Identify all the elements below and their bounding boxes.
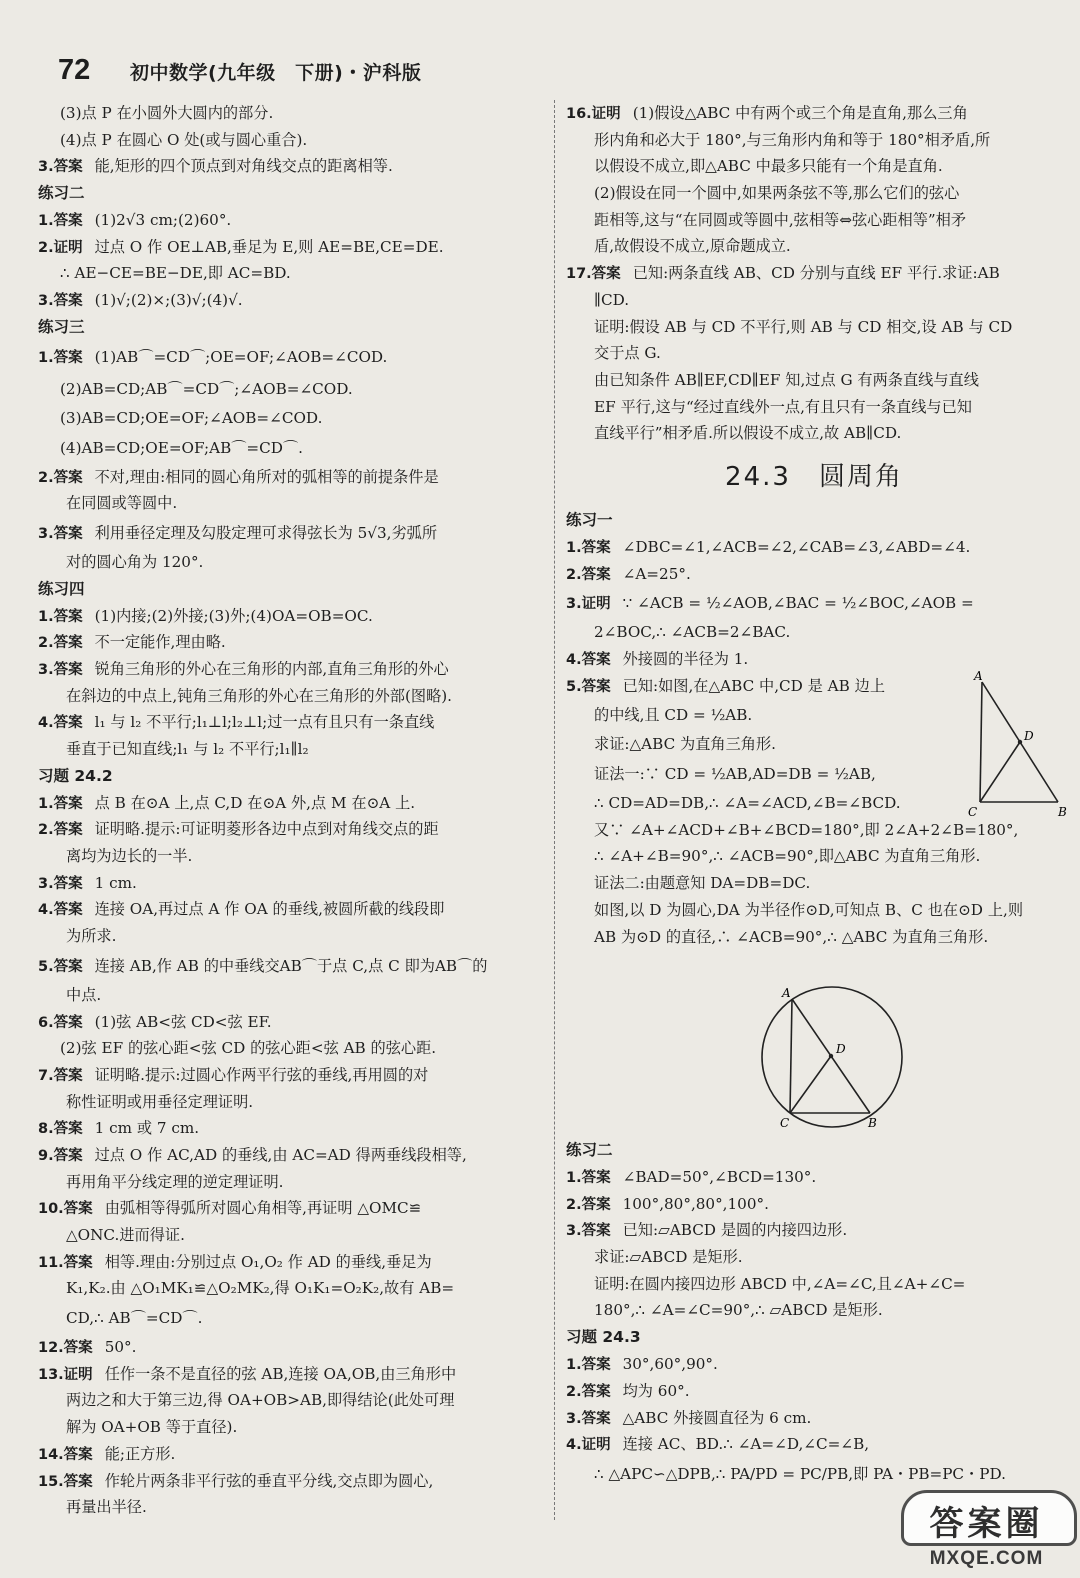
answer-line [38, 816, 544, 843]
item-text: (4)点 P 在圆心 O 处(或与圆心重合). [60, 130, 308, 149]
item-text: 2∠BOC,∴ ∠ACB=2∠BAC. [594, 623, 791, 642]
item-text: 已知:两条直线 AB、CD 分别与直线 EF 平行.求证:AB [632, 264, 1000, 283]
item-text: 已知:▱ABCD 是圆的内接四边形. [622, 1221, 848, 1240]
item-text: 能;正方形. [104, 1444, 176, 1463]
item-text: 180°,∴ ∠A=∠C=90°,∴ ▱ABCD 是矩形. [594, 1301, 883, 1320]
item-label: 3.答案 [566, 1410, 611, 1427]
watermark-url: MXQE.COM [929, 1548, 1044, 1569]
item-label: 10.答案 [38, 1201, 93, 1218]
answer-line [38, 982, 544, 1009]
item-text: 不一定能作,理由略. [94, 633, 226, 652]
answer-line [566, 619, 1062, 646]
answer-line [566, 153, 1062, 180]
item-text: 练习四 [38, 579, 85, 598]
item-text: (1)AB⌒=CD⌒;OE=OF;∠AOB=∠COD. [94, 347, 388, 366]
item-label: 4.证明 [566, 1437, 611, 1454]
answer-line [38, 1275, 544, 1302]
item-label: 1.答案 [566, 539, 611, 556]
answer-line [38, 1035, 544, 1062]
item-label: 1.答案 [566, 1357, 611, 1374]
item-label: 1.答案 [38, 213, 83, 230]
edge-ac [980, 682, 982, 802]
item-text: 连接 OA,再过点 A 作 OA 的垂线,被圆所截的线段即 [94, 900, 445, 919]
item-text: 在同圆或等圆中. [66, 494, 178, 513]
answer-line [38, 1302, 544, 1334]
item-text: (1)假设△ABC 中有两个或三个角是直角,那么三角 [632, 104, 968, 122]
answer-line [38, 603, 544, 630]
answer-line [566, 561, 1062, 588]
answer-line [566, 207, 1062, 234]
answer-line [566, 950, 1062, 977]
item-label: 3.答案 [38, 661, 83, 678]
item-text: 解为 OA+OB 等于直径). [66, 1418, 238, 1437]
item-text: 中点. [66, 985, 102, 1004]
item-text: △ONC.进而得证. [66, 1226, 185, 1244]
item-text: 不对,理由:相同的圆心角所对的弧相等的前提条件是 [94, 467, 439, 486]
item-text: 求证:△ABC 为直角三角形. [594, 735, 776, 754]
answer-line [38, 234, 544, 261]
answer-line [38, 517, 544, 549]
answer-line [566, 394, 1062, 421]
item-label: 11.答案 [38, 1254, 93, 1271]
item-text: 练习二 [38, 184, 85, 203]
item-text: (1)2√3 cm;(2)60°. [94, 211, 232, 230]
item-text: 对的圆心角为 120°. [66, 552, 204, 571]
item-text: EF 平行,这与“经过直线外一点,有且只有一条直线与已知 [594, 397, 972, 416]
item-text: △ABC 外接圆直径为 6 cm. [622, 1408, 812, 1427]
answer-line [38, 896, 544, 923]
section-heading [566, 507, 1062, 534]
item-text: ∴ CD=AD=DB,∴ ∠A=∠ACD,∠B=∠BCD. [594, 794, 901, 813]
item-text: 证法一:∵ CD = ½AB,AD=DB = ½AB, [594, 765, 876, 784]
item-text: (2)AB=CD;AB⌒=CD⌒;∠AOB=∠COD. [60, 379, 353, 398]
item-text: 证明:在圆内接四边形 ABCD 中,∠A=∠C,且∠A+∠C= [594, 1274, 966, 1293]
item-text: 的中线,且 CD = ½AB. [594, 706, 753, 725]
label-d: D [836, 1042, 846, 1056]
section-heading [38, 576, 544, 603]
answer-line [38, 656, 544, 683]
item-text: 均为 60°. [622, 1381, 690, 1400]
answer-line [38, 1387, 544, 1414]
answer-line [38, 843, 544, 870]
answer-line [38, 1062, 544, 1089]
answer-line [38, 1441, 544, 1468]
answer-line [38, 1195, 544, 1222]
item-text: (3)点 P 在小圆外大圆内的部分. [60, 104, 274, 122]
item-text: ∴ AE−CE=BE−DE,即 AC=BD. [60, 264, 291, 283]
item-text: 连接 AB,作 AB 的中垂线交AB⌒于点 C,点 C 即为AB⌒的 [94, 956, 488, 975]
item-text: 证明略.提示:可证明菱形各边中点到对角线交点的距 [94, 820, 439, 839]
item-text: ∴ △APC∽△DPB,∴ PA/PD = PC/PB,即 PA・PB=PC・PD. [594, 1464, 1006, 1483]
answer-line [38, 373, 544, 405]
answer-line [38, 790, 544, 817]
item-text: 练习一 [566, 510, 613, 529]
item-text: 过点 O 作 OE⊥AB,垂足为 E,则 AE=BE,CE=DE. [94, 237, 444, 256]
item-label: 14.答案 [38, 1446, 93, 1463]
item-text: 1 cm. [94, 873, 137, 892]
item-text: 离均为边长的一半. [66, 847, 193, 866]
item-text: 相等.理由:分别过点 O₁,O₂ 作 AD 的垂线,垂足为 [104, 1252, 432, 1271]
item-text: 垂直于已知直线;l₁ 与 l₂ 不平行;l₁∥l₂ [66, 740, 309, 758]
item-text: (1)√;(2)×;(3)√;(4)√. [94, 291, 243, 310]
answer-line [38, 950, 544, 982]
chapter-title [566, 447, 1062, 507]
answer-line [566, 1431, 1062, 1458]
item-text: 证明略.提示:过圆心作两平行弦的垂线,再用圆的对 [94, 1065, 429, 1084]
answer-line [566, 1191, 1062, 1218]
page-header [52, 50, 1032, 90]
item-text: ∠BAD=50°,∠BCD=130°. [622, 1168, 817, 1186]
item-text: 如图,以 D 为圆心,DA 为半径作⊙D,可知点 B、C 也在⊙D 上,则 [594, 900, 1024, 919]
item-label: 2.答案 [38, 469, 83, 486]
item-text: 直线平行”相矛盾.所以假设不成立,故 AB∥CD. [594, 424, 902, 443]
answer-line [566, 1405, 1062, 1432]
item-text: (1)内接;(2)外接;(3)外;(4)OA=OB=OC. [94, 606, 373, 625]
answer-line [566, 127, 1062, 154]
answer-line [38, 1334, 544, 1361]
answer-line [566, 233, 1062, 260]
label-c: C [968, 805, 978, 819]
answer-line [38, 490, 544, 517]
answer-line [38, 683, 544, 710]
item-text: AB 为⊙D 的直径,∴ ∠ACB=90°,∴ △ABC 为直角三角形. [594, 927, 989, 946]
answer-line [566, 843, 1062, 870]
answer-line [566, 100, 1062, 127]
item-text: 过点 O 作 AC,AD 的垂线,由 AC=AD 得两垂线段相等, [94, 1145, 467, 1164]
label-b: B [868, 1116, 877, 1130]
item-label: 13.证明 [38, 1366, 93, 1383]
label-b: B [1058, 805, 1067, 819]
item-text: 任作一条不是直径的弦 AB,连接 OA,OB,由三角形中 [104, 1364, 457, 1383]
item-label: 3.答案 [38, 293, 83, 310]
answer-line [566, 420, 1062, 447]
item-label: 17.答案 [566, 266, 621, 283]
answer-line [566, 1244, 1062, 1271]
item-label: 2.证明 [38, 239, 83, 256]
item-label: 3.证明 [566, 596, 611, 613]
answer-line [38, 405, 544, 432]
answer-line [38, 1222, 544, 1249]
item-text: 作轮片两条非平行弦的垂直平分线,交点即为圆心, [104, 1471, 434, 1490]
item-text: 距相等,这与“在同圆或等圆中,弦相等⇔弦心距相等”相矛 [594, 210, 967, 229]
item-text: 习题 24.2 [38, 766, 113, 785]
answer-line [38, 464, 544, 491]
answer-line [566, 287, 1062, 314]
item-label: 1.答案 [38, 795, 83, 812]
item-text: 在斜边的中点上,钝角三角形的外心在三角形的外部(图略). [66, 686, 453, 705]
edge-ac [790, 999, 792, 1113]
item-text: 求证:▱ABCD 是矩形. [594, 1248, 743, 1267]
answer-line [566, 180, 1062, 207]
item-label: 3.答案 [38, 875, 83, 892]
answer-line [38, 1414, 544, 1441]
item-text: 外接圆的半径为 1. [622, 650, 749, 668]
item-text: 习题 24.3 [566, 1328, 641, 1347]
item-text: 交于点 G. [594, 344, 661, 363]
answer-line [566, 534, 1062, 561]
answer-line [566, 1351, 1062, 1378]
item-text: K₁,K₂.由 △O₁MK₁≌△O₂MK₂,得 O₁K₁=O₂K₂,故有 AB= [66, 1279, 455, 1298]
item-label: 8.答案 [38, 1121, 83, 1138]
answer-line [566, 260, 1062, 287]
item-text: (1)弦 AB<弦 CD<弦 EF. [94, 1012, 272, 1031]
answer-line [566, 1164, 1062, 1191]
item-text: 50°. [104, 1338, 137, 1357]
item-text: 由弧相等得弧所对圆心角相等,再证明 △OMC≌ [104, 1199, 422, 1218]
item-text: 证明:假设 AB 与 CD 不平行,则 AB 与 CD 相交,设 AB 与 CD [594, 317, 1013, 336]
column-divider [554, 100, 555, 1520]
item-text: ∠A=25°. [622, 564, 691, 583]
item-text: 证法二:由题意知 DA=DB=DC. [594, 874, 811, 893]
item-label: 2.答案 [38, 635, 83, 652]
item-text: 练习二 [566, 1141, 613, 1159]
answer-line [38, 341, 544, 373]
item-text: 形内角和必大于 180°,与三角形内角和等于 180°相矛盾,所 [594, 130, 991, 149]
answer-line [566, 1271, 1062, 1298]
item-text: (4)AB=CD;OE=OF;AB⌒=CD⌒. [60, 438, 303, 457]
item-text: 称性证明或用垂径定理证明. [66, 1092, 254, 1111]
answer-line [38, 709, 544, 736]
item-text: 连接 AC、BD.∴ ∠A=∠D,∠C=∠B, [622, 1435, 870, 1454]
answer-line [38, 432, 544, 464]
answer-line [38, 1115, 544, 1142]
answer-line [38, 736, 544, 763]
item-text: ∥CD. [594, 290, 630, 309]
item-label: 6.答案 [38, 1014, 83, 1031]
section-heading [38, 180, 544, 207]
item-label: 3.答案 [38, 525, 83, 542]
answer-line [566, 817, 1062, 844]
item-label: 1.答案 [38, 349, 83, 366]
item-text: 盾,故假设不成立,原命题成立. [594, 237, 791, 256]
item-text: (2)假设在同一个圆中,如果两条弦不等,那么它们的弦心 [594, 184, 960, 203]
answer-line [38, 127, 544, 154]
answer-line [566, 1378, 1062, 1405]
triangle-figure [960, 670, 1070, 820]
answer-line [38, 1361, 544, 1388]
item-text: 再量出半径. [66, 1498, 147, 1517]
item-text: 以假设不成立,即△ABC 中最多只能有一个角是直角. [594, 157, 943, 176]
answer-line [38, 153, 544, 180]
section-heading [38, 763, 544, 790]
item-label: 7.答案 [38, 1067, 83, 1084]
answer-line [38, 207, 544, 234]
circle-figure [752, 985, 912, 1135]
item-text: 锐角三角形的外心在三角形的内部,直角三角形的外心 [94, 659, 449, 678]
label-d: D [1024, 729, 1034, 743]
answer-line [38, 1142, 544, 1169]
page-number: 72 [58, 54, 91, 86]
item-label: 5.答案 [566, 678, 611, 695]
center-d [829, 1054, 833, 1058]
section-heading [38, 314, 544, 341]
item-label: 4.答案 [566, 652, 611, 668]
item-text: 由已知条件 AB∥EF,CD∥EF 知,过点 G 有两条直线与直线 [594, 370, 979, 389]
item-text: 30°,60°,90°. [622, 1355, 718, 1374]
answer-line [38, 100, 544, 127]
item-text: 已知:如图,在△ABC 中,CD 是 AB 边上 [622, 676, 886, 695]
item-label: 2.答案 [566, 1196, 611, 1213]
item-label: 16.证明 [566, 106, 621, 122]
item-label: 2.答案 [38, 822, 83, 839]
point-d [1018, 740, 1022, 744]
item-label: 4.答案 [38, 715, 83, 732]
item-text: 练习三 [38, 317, 85, 336]
item-text: (2)弦 EF 的弦心距<弦 CD 的弦心距<弦 AB 的弦心距. [60, 1039, 437, 1058]
item-text: 利用垂径定理及勾股定理可求得弦长为 5√3,劣弧所 [94, 523, 438, 542]
answer-line [566, 1217, 1062, 1244]
answer-line [38, 1494, 544, 1521]
item-text: 点 B 在⊙A 上,点 C,D 在⊙A 外,点 M 在⊙A 上. [94, 793, 416, 812]
item-label: 3.答案 [38, 159, 83, 176]
item-text: (3)AB=CD;OE=OF;∠AOB=∠COD. [60, 408, 323, 427]
answer-line [38, 287, 544, 314]
item-text: 能,矩形的四个顶点到对角线交点的距离相等. [94, 157, 393, 176]
item-label: 2.答案 [566, 1383, 611, 1400]
answer-line [38, 870, 544, 897]
answer-line [566, 897, 1062, 924]
item-label: 3.答案 [566, 1223, 611, 1240]
item-text: CD,∴ AB⌒=CD⌒. [66, 1309, 203, 1328]
answer-line [566, 587, 1062, 619]
answer-line [38, 1468, 544, 1495]
item-text: 两边之和大于第三边,得 OA+OB>AB,即得结论(此处可理 [66, 1391, 455, 1410]
item-text: ∴ ∠A+∠B=90°,∴ ∠ACB=90°,即△ABC 为直角三角形. [594, 847, 981, 866]
answer-line [38, 549, 544, 576]
answer-line [38, 629, 544, 656]
item-label: 4.答案 [38, 902, 83, 919]
section-heading [566, 1137, 1062, 1164]
book-title: 初中数学(九年级 下册)・沪科版 [130, 62, 422, 84]
median-cd [980, 742, 1020, 802]
answer-line [38, 260, 544, 287]
item-label: 9.答案 [38, 1147, 83, 1164]
label-a: A [974, 670, 983, 683]
item-text: ∠DBC=∠1,∠ACB=∠2,∠CAB=∠3,∠ABD=∠4. [622, 537, 971, 556]
item-label: 1.答案 [38, 608, 83, 625]
answer-line [38, 1089, 544, 1116]
answer-line [566, 924, 1062, 951]
item-label: 5.答案 [38, 958, 83, 975]
item-text: 又∵ ∠A+∠ACD+∠B+∠BCD=180°,即 2∠A+2∠B=180°, [594, 820, 1019, 839]
label-c: C [780, 1116, 790, 1130]
answer-line [38, 1169, 544, 1196]
answer-line [38, 1249, 544, 1276]
item-text: l₁ 与 l₂ 不平行;l₁⊥l;l₂⊥l;过一点有且只有一条直线 [94, 713, 435, 732]
answer-line [566, 367, 1062, 394]
label-a: A [782, 986, 791, 1000]
answer-line [566, 340, 1062, 367]
median-cd [790, 1056, 831, 1113]
answer-line [38, 923, 544, 950]
watermark-text: 答案圈 [929, 1504, 1044, 1544]
item-text: 24.3 圆周角 [725, 461, 903, 492]
item-text: 为所求. [66, 927, 117, 946]
item-text: 100°,80°,80°,100°. [622, 1194, 769, 1213]
item-label: 2.答案 [566, 566, 611, 583]
answer-line [566, 314, 1062, 341]
answer-line [38, 1009, 544, 1036]
item-text: 再用角平分线定理的逆定理证明. [66, 1172, 284, 1191]
answer-line [566, 646, 1062, 673]
section-heading [566, 1324, 1062, 1351]
watermark [893, 1482, 1080, 1578]
left-column [38, 100, 544, 1521]
item-text: ∵ ∠ACB = ½∠AOB,∠BAC = ½∠BOC,∠AOB = [622, 594, 974, 613]
item-label: 12.答案 [38, 1340, 93, 1357]
item-label: 15.答案 [38, 1473, 93, 1490]
answer-line [566, 1297, 1062, 1324]
item-text: 1 cm 或 7 cm. [94, 1119, 200, 1138]
answer-line [566, 870, 1062, 897]
item-label: 1.答案 [566, 1170, 611, 1186]
